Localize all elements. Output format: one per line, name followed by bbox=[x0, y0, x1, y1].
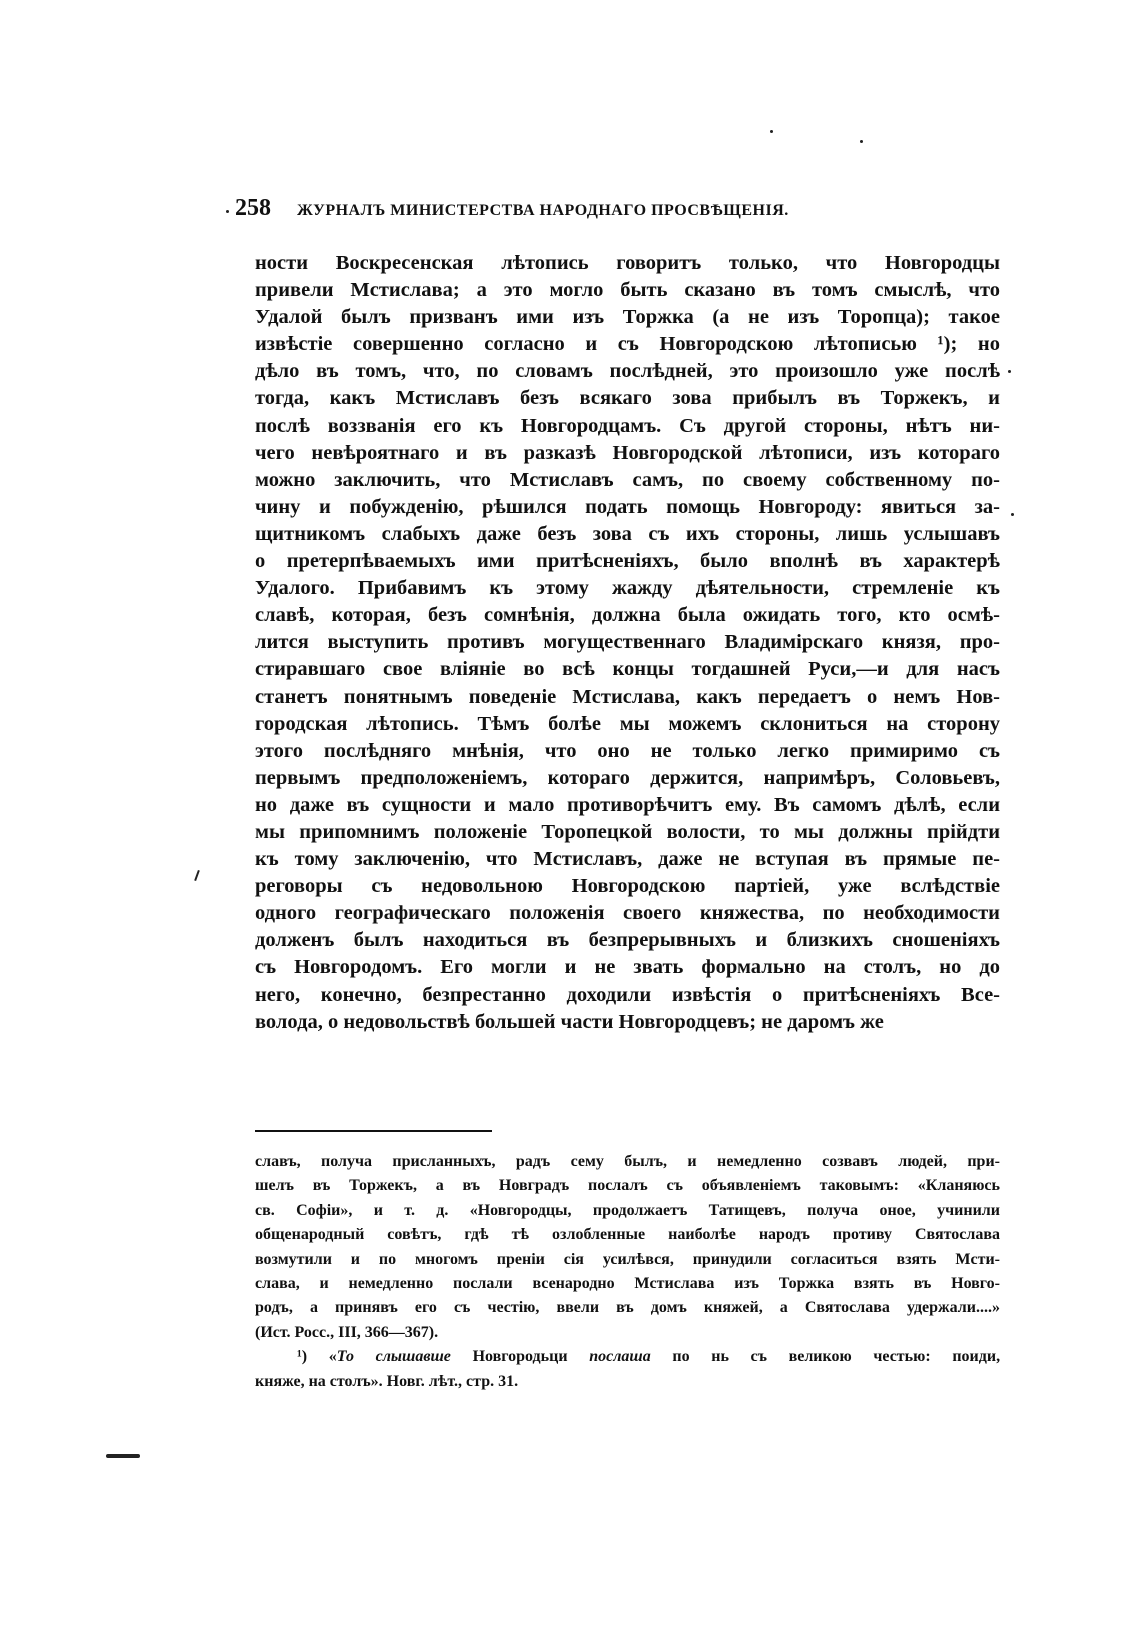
text-line: дѣло въ томъ, что, по словамъ послѣдней, это произошло уже послѣ bbox=[255, 360, 1000, 383]
scan-mark bbox=[106, 1454, 140, 1458]
text-line: привели Мстислава; а это могло быть сказано въ томъ смыслѣ, что bbox=[255, 279, 1000, 302]
text-line: Удалой былъ призванъ ими изъ Торжка (а не изъ Торопца); такое bbox=[255, 306, 1000, 329]
footnote-line: княже, на столъ». Новг. лѣт., стр. 31. bbox=[255, 1372, 519, 1390]
footnote-line: славъ, получа присланныхъ, радъ сему былъ, и немедленно созвавъ людей, при- bbox=[255, 1153, 1000, 1170]
text-line: него, конечно, безпрестанно доходили извѣстія о притѣсненіяхъ Все- bbox=[255, 983, 1000, 1006]
text-line: чину и побужденію, рѣшился подать помощь Новгороду: явиться за- bbox=[255, 495, 1000, 518]
footnote-line: (Ист. Росс., III, 366—367). bbox=[255, 1323, 439, 1341]
footnote-line: возмутили и по многомъ преніи сія усилѣвся, принудили согласиться взять Мсти- bbox=[255, 1250, 1000, 1268]
text-line: чего невѣроятнаго и въ разказѣ Новгородской лѣтописи, изъ котораго bbox=[255, 441, 1000, 464]
text-line: реговоры съ недовольною Новгородскою партіей, уже вслѣдствіе bbox=[255, 875, 1000, 898]
footnote-italic: послаша bbox=[589, 1348, 651, 1366]
quote-mark: « bbox=[328, 1348, 337, 1366]
footnote-marker: ¹) bbox=[297, 1348, 308, 1366]
text-line: послѣ воззванія его къ Новгородцамъ. Съ другой стороны, нѣтъ ни- bbox=[255, 414, 1000, 437]
text-line: Удалого. Прибавимъ къ этому жажду дѣятельности, стремленіе къ bbox=[255, 577, 1000, 600]
page-number: 258 bbox=[235, 195, 271, 221]
page-header bbox=[235, 195, 895, 222]
text-line: станетъ понятнымъ поведеніе Мстислава, какъ передаетъ о немъ Нов- bbox=[255, 685, 1000, 708]
text-line: первымъ предположеніемъ, котораго держится, напримѣръ, Соловьевъ, bbox=[255, 766, 1000, 789]
footnotes bbox=[255, 1150, 1000, 1394]
footnote-1 bbox=[255, 1345, 1000, 1369]
scan-speck bbox=[770, 130, 773, 133]
footnote-line: слава, и немедленно послали всенародно Мстислава изъ Торжка взять въ Новго- bbox=[255, 1275, 1000, 1293]
text-line: славѣ, которая, безъ сомнѣнія, должна была ожидать того, кто осмѣ- bbox=[255, 604, 1000, 627]
text-line: волода, о недовольствѣ большей части Новгородцевъ; не даромъ же bbox=[255, 1010, 884, 1033]
main-text bbox=[255, 250, 1000, 1036]
text-line: съ Новгородомъ. Его могли и не звать формально на столъ, но до bbox=[255, 956, 1000, 979]
scan-speck bbox=[194, 870, 200, 881]
text-line: одного географическаго положенія своего княжества, по необходимости bbox=[255, 902, 1000, 925]
text-line: извѣстіе совершенно согласно и съ Новгородскою лѣтописью ¹); но bbox=[255, 333, 1000, 356]
text-line: щитникомъ слабыхъ даже безъ зова съ ихъ стороны, лишь услышавъ bbox=[255, 522, 1000, 545]
running-title: ЖУРНАЛЪ МИНИСТЕРСТВА НАРОДНАГО ПРОСВѢЩЕНІЯ. bbox=[297, 202, 789, 219]
text-line: этого послѣдняго мнѣнія, что оно не только легко примиримо съ bbox=[255, 739, 1000, 762]
text-line: стиравшаго свое вліяніе во всѣ концы тогдашней Руси,—и для насъ bbox=[255, 658, 1000, 681]
scan-speck bbox=[226, 210, 229, 213]
footnote-line: шелъ въ Торжекъ, а въ Новградъ послалъ съ объявленіемъ таковымъ: «Кланяюсь bbox=[255, 1177, 1000, 1195]
text-line: тогда, какъ Мстиславъ безъ всякаго зова прибылъ въ Торжекъ, и bbox=[255, 387, 1000, 410]
text-line: городская лѣтопись. Тѣмъ болѣе мы можемъ склониться на сторону bbox=[255, 712, 1000, 735]
scan-speck bbox=[1008, 370, 1011, 373]
text-line: о претерпѣваемыхъ ими притѣсненіяхъ, было вполнѣ въ характерѣ bbox=[255, 550, 1000, 573]
text-line: ности Воскресенская лѣтопись говоритъ только, что Новгородцы bbox=[255, 252, 1000, 274]
footnote-divider bbox=[255, 1130, 492, 1132]
scan-speck bbox=[860, 140, 863, 143]
text-line: къ тому заключенію, что Мстиславъ, даже не вступая въ прямые пе- bbox=[255, 848, 1000, 871]
scan-speck bbox=[1011, 513, 1014, 516]
text-line: можно заключить, что Мстиславъ самъ, по своему собственному по- bbox=[255, 468, 1000, 491]
text-line: но даже въ сущности и мало противорѣчитъ ему. Въ самомъ дѣлѣ, если bbox=[255, 793, 1000, 816]
footnote-italic: То слышавше bbox=[336, 1348, 451, 1366]
footnote-text: по нь съ великою честью: поиди, bbox=[672, 1348, 1001, 1366]
footnote-line: родъ, а принявъ его съ честію, ввели въ домъ княжей, а Святослава удержали....» bbox=[255, 1299, 1000, 1317]
text-line: долженъ былъ находиться въ безпрерывныхъ и близкихъ сношеніяхъ bbox=[255, 929, 1000, 952]
footnote-line: общенародный совѣтъ, гдѣ тѣ озлобленные наиболѣе народъ противу Святослава bbox=[255, 1226, 1000, 1244]
text-line: лится выступить противъ могущественнаго Владимірскаго князя, про- bbox=[255, 631, 1000, 654]
text-line: мы припомнимъ положеніе Торопецкой волости, то мы должны прійдти bbox=[255, 820, 1000, 843]
footnote-text: Новгородьци bbox=[472, 1348, 568, 1366]
footnote-line: св. Софіи», и т. д. «Новгородцы, продолжаетъ Татищевъ, получа оное, учинили bbox=[255, 1201, 1000, 1219]
